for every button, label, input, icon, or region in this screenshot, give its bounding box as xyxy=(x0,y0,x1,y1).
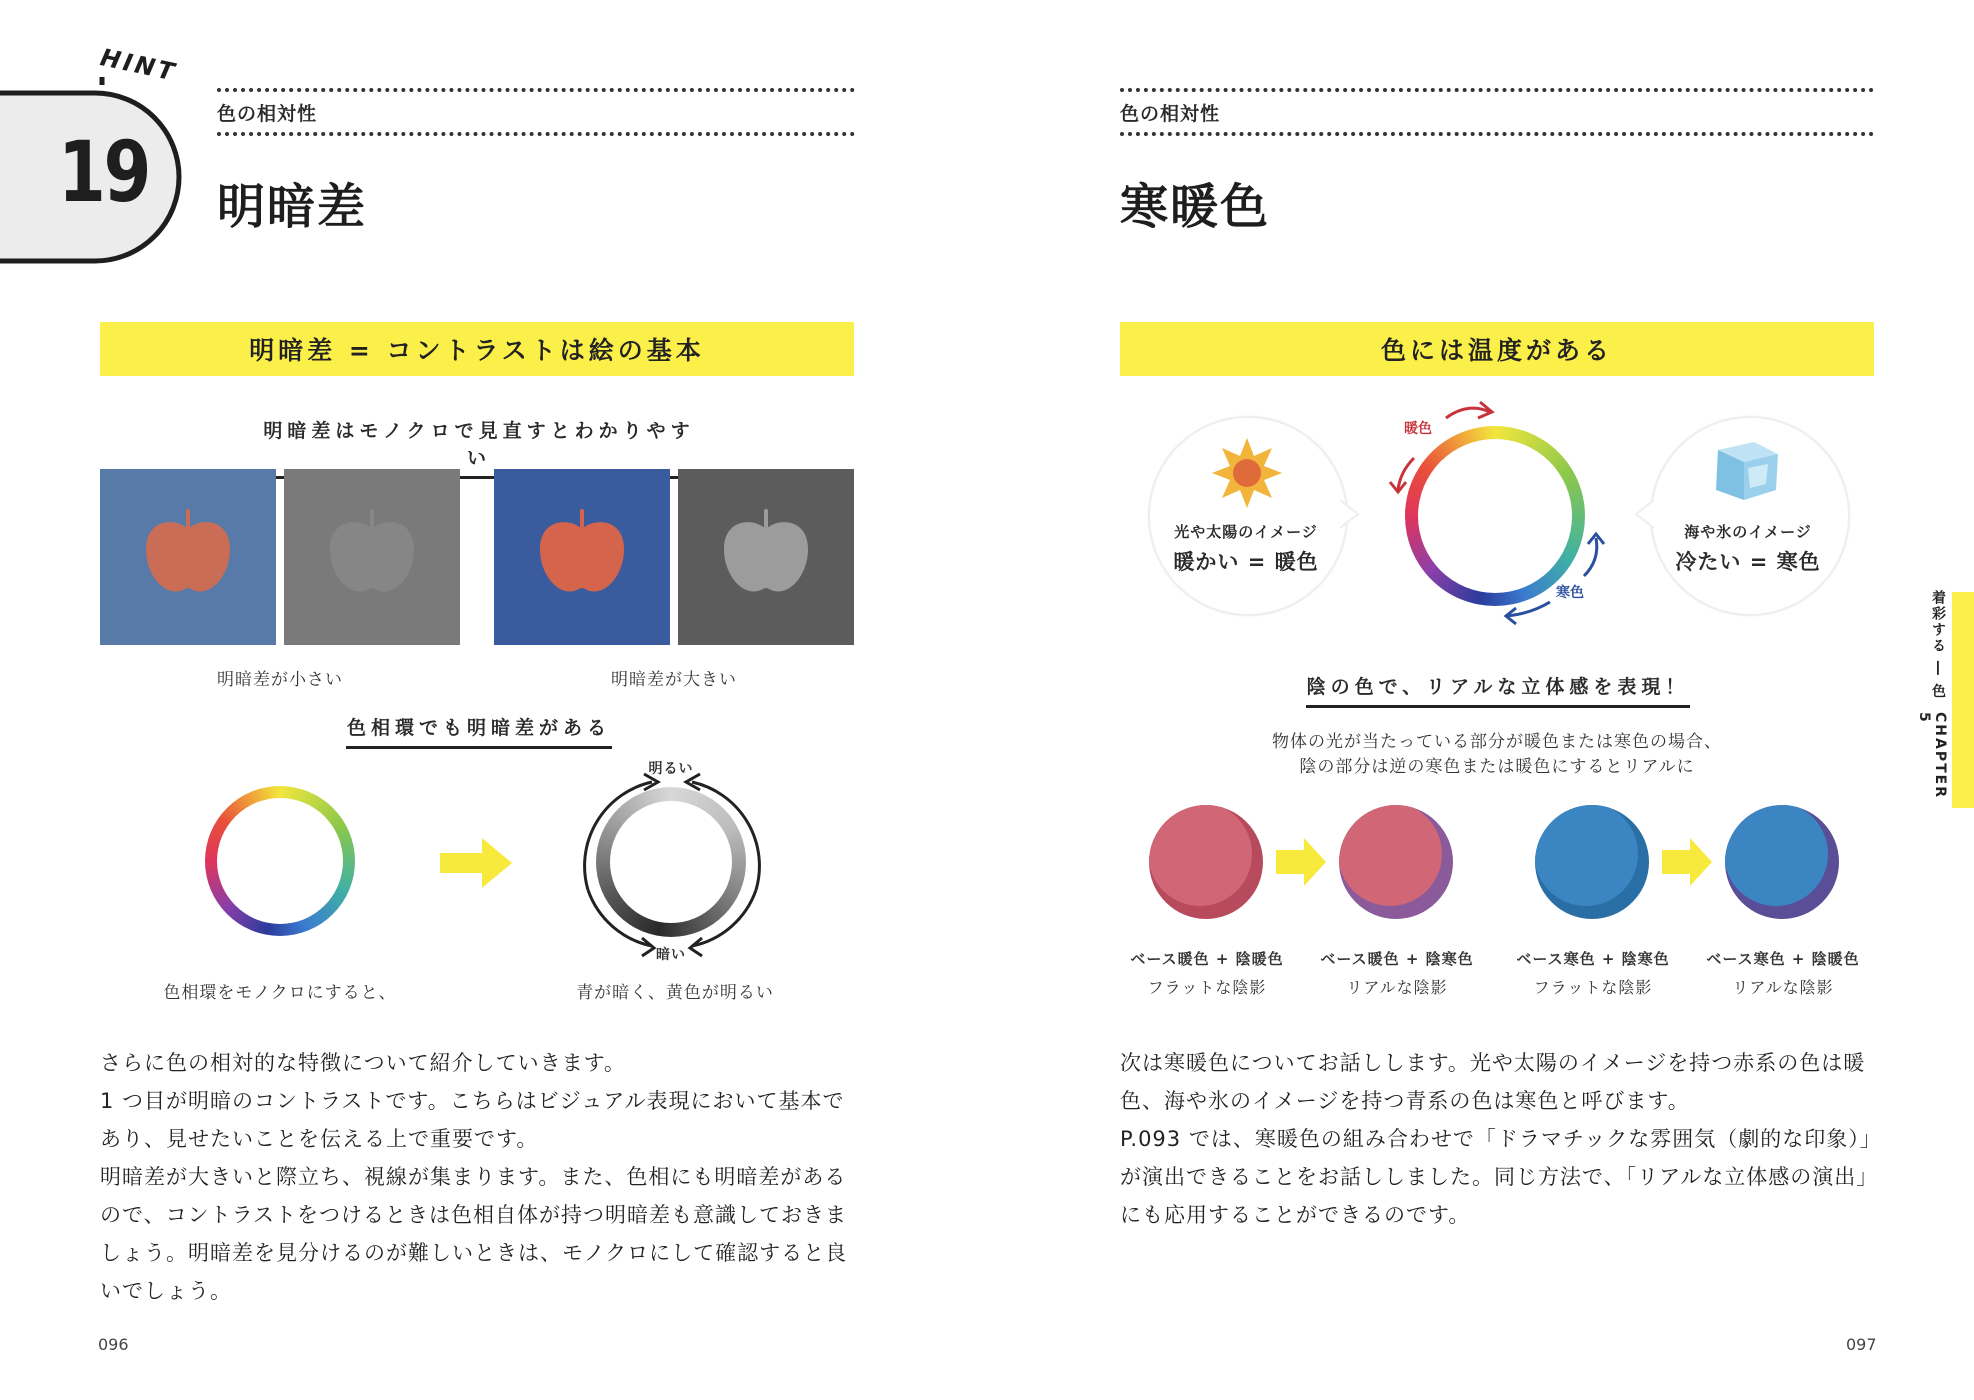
arrow-right-icon xyxy=(1662,838,1712,886)
arrow-right-icon xyxy=(440,838,512,888)
body-paragraph: 1 つ目が明暗のコントラストです。こちらはビジュアル表現において基本であり、見せたいことを伝える上で重要です。 xyxy=(100,1089,845,1151)
left-banner: 明暗差 = コントラストは絵の基本 xyxy=(100,322,854,376)
bubble-tail-icon xyxy=(1340,500,1364,528)
chapter-tab-marker xyxy=(1952,592,1974,808)
left-section1-title: 明暗差はモノクロで見直すとわかりやすい xyxy=(252,416,706,479)
arrow-right-icon xyxy=(1276,838,1326,886)
chapter-section-text: 着彩する ― 色 xyxy=(1930,590,1946,700)
left-category: 色の相対性 xyxy=(217,103,318,125)
body-paragraph: さらに色の相対的な特徴について紹介していきます。 xyxy=(100,1051,626,1075)
label-dark: 暗い xyxy=(656,947,686,963)
bubble-tail-icon xyxy=(1630,500,1654,528)
ball-caption-line2: フラットな陰影 xyxy=(1533,978,1653,997)
apple-icon xyxy=(100,469,276,645)
apple-square-low-color xyxy=(100,469,276,645)
caption-small-contrast: 明暗差が小さい xyxy=(217,670,343,690)
ice-cube-icon xyxy=(1708,436,1784,502)
shaded-balls xyxy=(1146,800,1846,926)
ball-warm-warm xyxy=(1148,802,1263,919)
caption-wheel-left: 色相環をモノクロにすると、 xyxy=(163,983,397,1003)
cool-bubble-text xyxy=(1662,521,1834,576)
right-category: 色の相対性 xyxy=(1120,103,1221,125)
page-number-right: 097 xyxy=(1846,1335,1877,1354)
ball-cool-cool xyxy=(1534,802,1649,919)
left-body-text xyxy=(100,1044,856,1310)
caption-large-contrast: 明暗差が大きい xyxy=(611,670,737,690)
ball-caption-line1: ベース寒色 + 陰寒色 xyxy=(1516,950,1670,968)
hue-wheel xyxy=(205,786,355,936)
label-bright: 明るい xyxy=(648,761,694,777)
hint-badge xyxy=(0,45,200,270)
apple-square-high-mono xyxy=(678,469,854,645)
apple-icon xyxy=(678,469,854,645)
body-paragraph: 次は寒暖色についてお話しします。光や太陽のイメージを持つ赤系の色は暖色、海や氷のイメージを持つ青系の色は寒色と呼びます。 xyxy=(1120,1051,1866,1113)
body-paragraph: 明暗差が大きいと際立ち、視線が集まります。また、色相にも明暗差があるので、コントラストをつけるときは色相自体が持つ明暗差も意識しておきましょう。明暗差を見分けるのが難しいときは、モノクロにして確認すると良いでしょう。 xyxy=(100,1165,848,1303)
warm-small-text: 光や太陽のイメージ xyxy=(1174,523,1318,541)
hint-label: HINT xyxy=(97,43,180,87)
ball-caption-line1: ベース寒色 + 陰暖色 xyxy=(1706,950,1860,968)
ball-cool-warm xyxy=(1724,802,1839,919)
warm-arrow-icon xyxy=(1380,398,1500,498)
right-page-title: 寒暖色 xyxy=(1120,179,1271,235)
apple-square-low-mono xyxy=(284,469,460,645)
left-top-rule xyxy=(217,88,855,92)
warm-bubble-text xyxy=(1160,521,1332,576)
ball-caption-3 xyxy=(1508,948,1678,998)
right-desc-line1: 物体の光が当たっている部分が暖色または寒色の場合、 xyxy=(1272,732,1722,752)
cool-big-text: 冷たい = 寒色 xyxy=(1675,550,1821,574)
right-section-title: 陰の色で、リアルな立体感を表現！ xyxy=(1306,672,1690,708)
sun-icon xyxy=(1210,436,1284,510)
ball-caption-line2: リアルな陰影 xyxy=(1346,978,1448,997)
left-page-title: 明暗差 xyxy=(217,179,368,235)
right-banner: 色には温度がある xyxy=(1120,322,1874,376)
ball-caption-line2: フラットな陰影 xyxy=(1147,978,1267,997)
warm-big-text: 暖かい = 暖色 xyxy=(1173,550,1319,574)
ball-caption-line1: ベース暖色 + 陰寒色 xyxy=(1320,950,1474,968)
ball-caption-2 xyxy=(1312,948,1482,998)
chapter-tab-text xyxy=(1918,712,1948,812)
body-paragraph: P.093 では、寒暖色の組み合わせで「ドラマチックな雰囲気（劇的な印象）」が演出できることをお話ししました。同じ方法で、「リアルな立体感の演出」にも応用することができるのです。 xyxy=(1120,1127,1872,1227)
ball-caption-1 xyxy=(1122,948,1292,998)
apple-icon xyxy=(284,469,460,645)
ball-caption-4 xyxy=(1698,948,1868,998)
cool-arrow-label: 寒色 xyxy=(1556,585,1584,601)
warm-arrow-label: 暖色 xyxy=(1404,421,1432,437)
ball-caption-line1: ベース暖色 + 陰暖色 xyxy=(1130,950,1284,968)
page-number-left: 096 xyxy=(98,1335,129,1354)
hint-number: 19 xyxy=(58,123,149,221)
apple-square-high-color xyxy=(494,469,670,645)
right-mid-rule xyxy=(1120,132,1874,136)
circular-arrows-icon xyxy=(574,770,770,958)
caption-wheel-right: 青が暗く、黄色が明るい xyxy=(576,983,774,1003)
right-desc-line2: 陰の部分は逆の寒色または暖色にするとリアルに xyxy=(1299,757,1695,777)
cool-small-text: 海や氷のイメージ xyxy=(1684,523,1812,541)
right-top-rule xyxy=(1120,88,1874,92)
left-mid-rule xyxy=(217,132,855,136)
chapter-label: CHAPTER 5 xyxy=(1916,712,1948,799)
cool-arrow-icon xyxy=(1500,530,1610,630)
ball-warm-cool xyxy=(1338,802,1453,919)
apple-icon xyxy=(494,469,670,645)
left-section2-title: 色相環でも明暗差がある xyxy=(346,713,612,749)
right-body-text xyxy=(1120,1044,1876,1234)
ball-caption-line2: リアルな陰影 xyxy=(1732,978,1834,997)
